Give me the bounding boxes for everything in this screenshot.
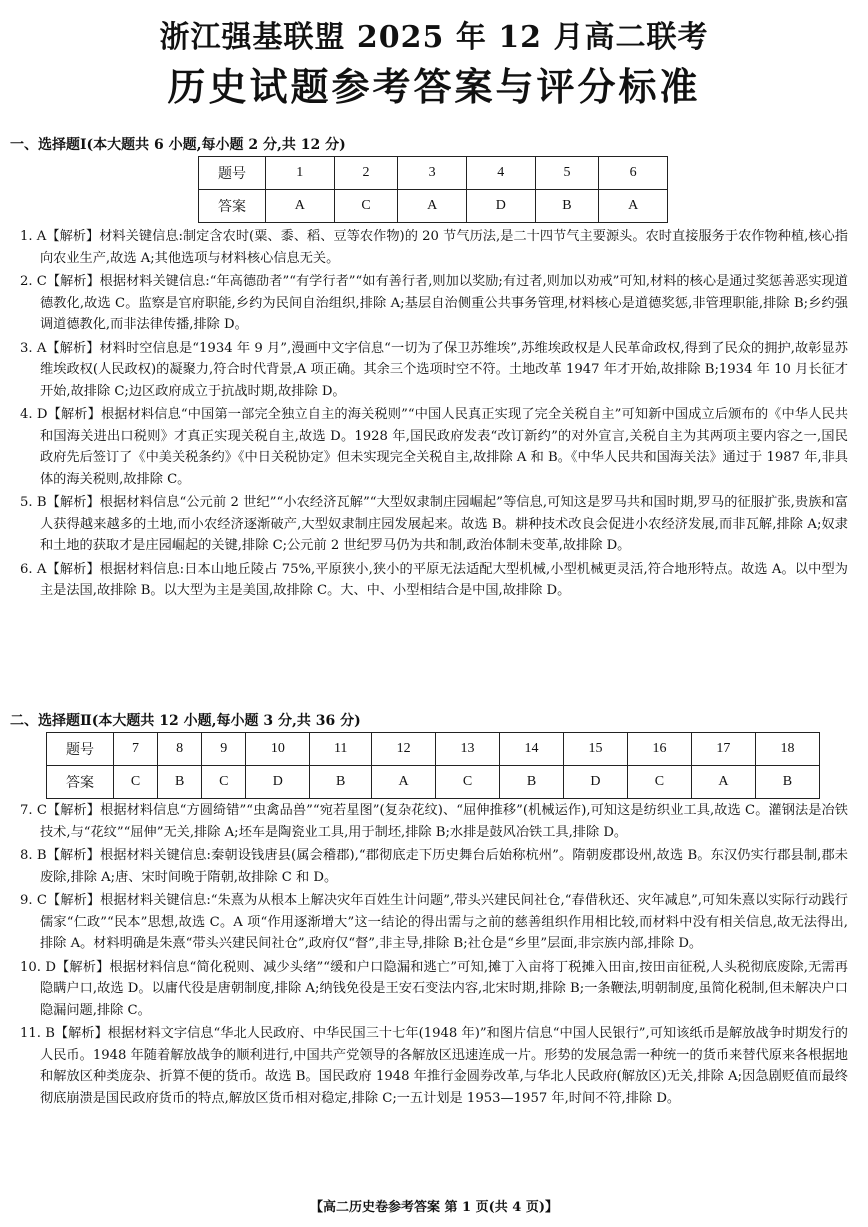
explanations-part1: [20, 226, 848, 604]
table-cell: 10: [246, 733, 310, 766]
table-cell: B: [500, 766, 564, 799]
explanation-item: 8. B【解析】根据材料关键信息:秦朝设钱唐县(属会稽郡),“郡彻底走下历史舞台后始称杭州”。隋朝废郡设州,故选 B。东汉仍实行郡县制,郡未废除,排除 A;唐、宋时间晚于隋朝,故排除 C 和 D。: [20, 848, 848, 885]
explanation-item: 1. A【解析】材料关键信息:制定含农时(粟、黍、稻、豆等农作物)的 20 节气历法,是二十四节气主要源头。农时直接服务于农作物种植,核心指向农业生产,故选 A;其他选项与材料核心信息无关。: [20, 229, 848, 266]
table-cell: B: [158, 766, 202, 799]
table-cell: C: [627, 766, 691, 799]
table-row-answers: [199, 190, 668, 223]
table-cell: D: [246, 766, 310, 799]
table-cell: 9: [202, 733, 246, 766]
table-cell: D: [563, 766, 627, 799]
row-label: 答案: [47, 766, 114, 799]
explanation-item: 9. C【解析】根据材料关键信息:“朱熹为从根本上解决灾年百姓生计问题”,带头兴建民间社仓,“春借秋还、灾年减息”,可知朱熹以实际行动践行儒家“仁政”“民本”思想,故选 C。A 项“作用逐渐增大”这一结论的得出需与之前的慈善组织作用相比较,而材料中没有相关信息,故无法得出,排除 A。材料明确是朱熹“带头兴建民间社仓”,政府仅“督”,非主导,排除 B;社仓是“乡里”层面,非宗族内部,排除 D。: [20, 893, 848, 951]
row-label: 答案: [199, 190, 266, 223]
table-cell: 5: [535, 157, 599, 190]
page-footer: 【高二历史卷参考答案 第 1 页(共 4 页)】: [309, 1200, 559, 1215]
table-cell: B: [535, 190, 599, 223]
table-cell: A: [398, 190, 467, 223]
section2-heading: 二、选择题Ⅱ(本大题共 12 小题,每小题 3 分,共 36 分): [10, 713, 361, 729]
table-row-answers: [47, 766, 820, 799]
table-cell: 2: [334, 157, 398, 190]
row-label: 题号: [47, 733, 114, 766]
explanation-item: 2. C【解析】根据材料关键信息:“年高德劭者”“有学行者”“如有善行者,则加以奖励;有过者,则加以劝戒”可知,材料的核心是通过奖惩善恶实现道德教化,故选 C。监察是官府职能,乡约为民间自治组织,排除 A;基层自治侧重公共事务管理,材料核心是道德奖惩,非管理职能,排除 B;乡约强调道德教化,而非法律传播,排除 D。: [20, 274, 848, 332]
document-title: 历史试题参考答案与评分标准: [167, 64, 701, 109]
table-cell: A: [266, 190, 335, 223]
table-cell: 4: [466, 157, 535, 190]
answer-table-1: [198, 156, 668, 223]
table-cell: 15: [563, 733, 627, 766]
explanations-part2: [20, 800, 848, 1111]
row-label: 题号: [199, 157, 266, 190]
table-cell: B: [755, 766, 819, 799]
table-cell: B: [310, 766, 372, 799]
table-cell: D: [466, 190, 535, 223]
table-cell: 1: [266, 157, 335, 190]
table-cell: A: [372, 766, 436, 799]
table-row-numbers: [47, 733, 820, 766]
explanation-item: 3. A【解析】材料时空信息是“1934 年 9 月”,漫画中文字信息“一切为了保卫苏维埃”,苏维埃政权是人民革命政权,得到了民众的拥护,故彰显苏维埃政权(人民政权)的凝聚力,符合时代背景,A 项正确。其余三个选项时空不符。土地改革 1947 年才开始,故排除 B;1934 年 10 月长征才开始,故排除 C;边区政府成立于抗战时期,故排除 D。: [20, 340, 848, 399]
table-cell: 14: [500, 733, 564, 766]
table-cell: 8: [158, 733, 202, 766]
table-cell: 7: [114, 733, 158, 766]
table-cell: A: [599, 190, 668, 223]
explanation-item: 11. B【解析】根据材料文字信息“华北人民政府、中华民国三十七年(1948 年)”和图片信息“中国人民银行”,可知该纸币是解放战争时期发行的人民币。1948 年随着解放战争的顺利进行,中国共产党领导的各解放区迅速连成一片。形势的发展急需一种统一的货币来替代原来各根据地和解放区种类庞杂、折算不便的货币。故选 B。国民政府 1948 年推行金圆券改革,与华北人民政府(解放区)无关,排除 A;因急剧贬值而最终彻底崩溃是国民政府货币的特点,解放区货币相对稳定,排除 C;一五计划是 1953—1957 年,时间不符,排除 D。: [20, 1026, 848, 1106]
table-row-numbers: [199, 157, 668, 190]
table-cell: A: [691, 766, 755, 799]
table-cell: C: [334, 190, 398, 223]
exam-title: 浙江强基联盟 2025 年 12 月高二联考: [159, 20, 709, 55]
explanation-item: 6. A【解析】根据材料信息:日本山地丘陵占 75%,平原狭小,狭小的平原无法适配大型机械,小型机械更灵活,符合地形特点。故选 A。以中型为主是法国,故排除 B。以大型为主是美国,故排除 C。大、中、小型相结合是中国,故排除 D。: [20, 561, 848, 598]
table-cell: C: [202, 766, 246, 799]
table-cell: 17: [691, 733, 755, 766]
table-cell: 3: [398, 157, 467, 190]
table-cell: C: [114, 766, 158, 799]
answer-table-2: [46, 732, 820, 799]
table-cell: 16: [627, 733, 691, 766]
table-cell: C: [436, 766, 500, 799]
explanation-item: 10. D【解析】根据材料信息“简化税则、减少头绪”“缓和户口隐漏和逃亡”可知,摊丁入亩将丁税摊入田亩,按田亩征税,人头税彻底废除,无需再隐瞒户口,故选 D。以庸代役是唐朝制度,排除 A;纳钱免役是王安石变法内容,北宋时期,排除 B;一条鞭法,明朝制度,虽简化税制,但未解决户口隐漏问题,排除 C。: [20, 959, 848, 1018]
explanation-item: 7. C【解析】根据材料信息“方圆绮错”“虫禽品兽”“宛若星图”(复杂花纹)、“屈伸推移”(机械运作),可知这是纺织业工具,故选 C。灌钢法是冶铁技术,与“花纹”“屈伸”无关,排除 A;坯车是陶瓷业工具,用于制坯,排除 B;水排是鼓风冶铁工具,排除 D。: [20, 803, 848, 840]
table-cell: 13: [436, 733, 500, 766]
explanation-item: 4. D【解析】根据材料信息“中国第一部完全独立自主的海关税则”“中国人民真正实现了完全关税自主”可知新中国成立后颁布的《中华人民共和国海关进出口税则》才真正实现关税自主,故选 D。1928 年,国民政府发表“改订新约”的对外宣言,关税自主为其两项主要内容之一,国民政府先后签订了《中美关税条约》《中日关税协定》但未实现完全关税自主,故排除 A 和 B。《中华人民共和国海关法》通过于 1987 年,非具体的海关税则,故排除 C。: [20, 407, 848, 487]
table-cell: 6: [599, 157, 668, 190]
section1-heading: 一、选择题Ⅰ(本大题共 6 小题,每小题 2 分,共 12 分): [10, 137, 346, 153]
table-cell: 11: [310, 733, 372, 766]
table-cell: 18: [755, 733, 819, 766]
table-cell: 12: [372, 733, 436, 766]
explanation-item: 5. B【解析】根据材料信息“公元前 2 世纪”“小农经济瓦解”“大型奴隶制庄园崛起”等信息,可知这是罗马共和国时期,罗马的征服扩张,贵族和富人获得越来越多的土地,而小农经济逐渐破产,大型奴隶制庄园发展起来。故选 B。耕种技术改良会促进小农经济发展,而非瓦解,排除 A;奴隶和土地的获取才是庄园崛起的关键,排除 C;公元前 2 世纪罗马仍为共和制,政治体制未变革,故排除 D。: [20, 495, 848, 553]
